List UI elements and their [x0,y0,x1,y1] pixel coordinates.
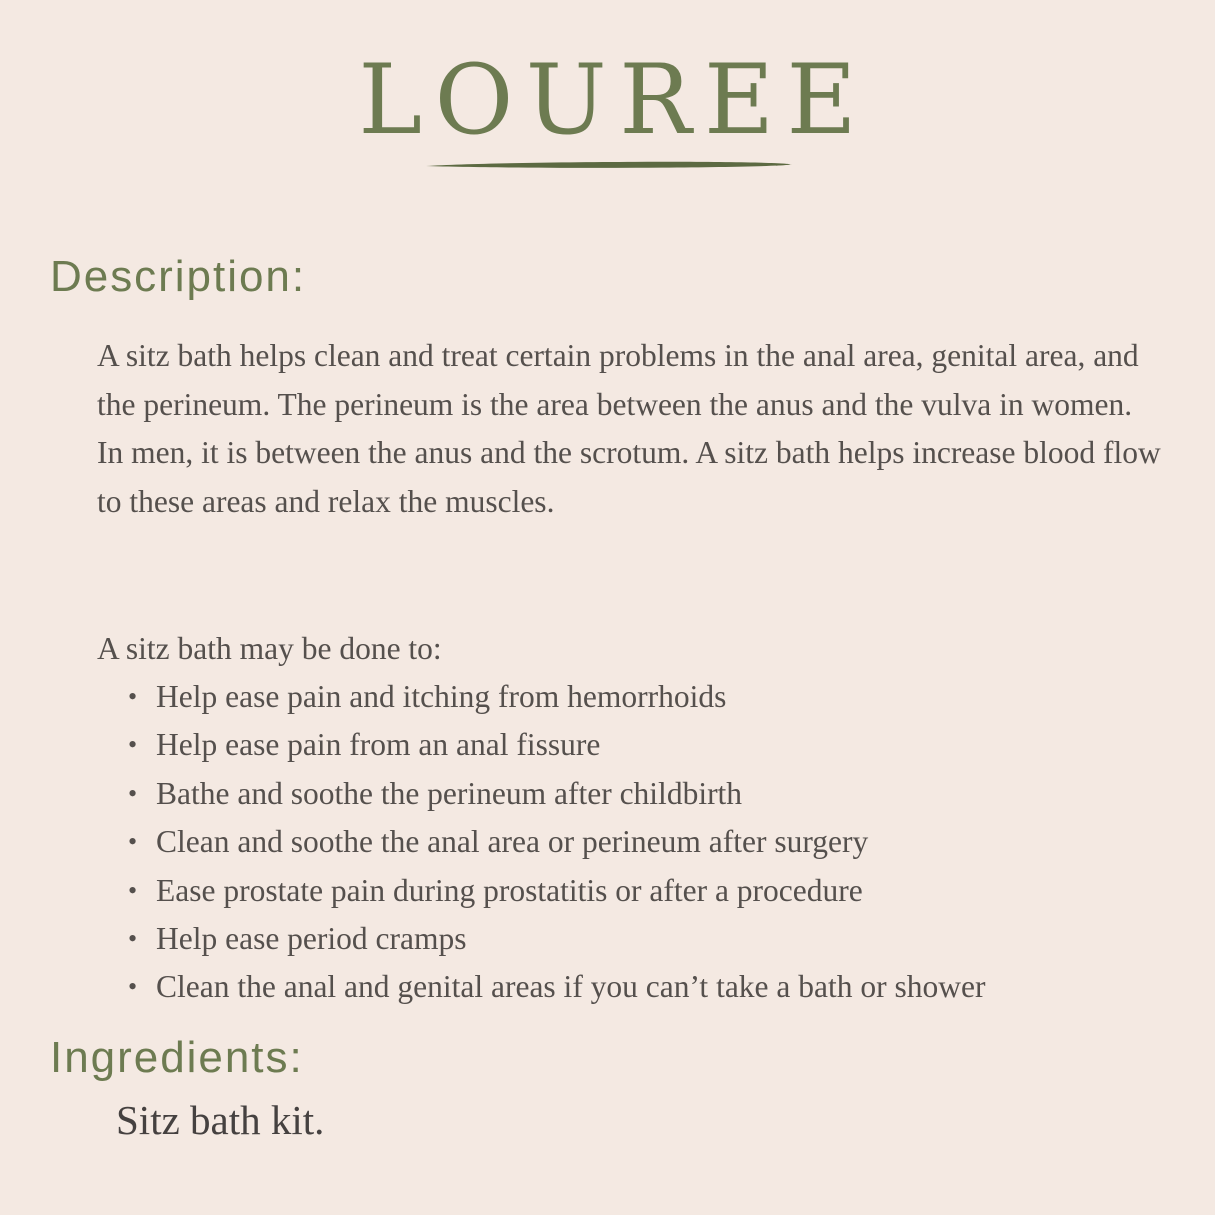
list-item: • Help ease pain and itching from hemorrhoids [120,673,985,721]
list-item: • Clean the anal and genital areas if you can’t take a bath or shower [120,963,985,1011]
uses-list-intro: A sitz bath may be done to: [97,631,442,666]
brand-header [0,0,1215,173]
ingredients-value: Sitz bath kit. [116,1097,325,1143]
list-item: • Clean and soothe the anal area or perineum after surgery [120,818,985,866]
list-item: • Help ease pain from an anal fissure [120,721,985,769]
ingredients-heading: Ingredients: [50,1033,304,1082]
list-item: • Help ease period cramps [120,915,985,963]
uses-list [120,673,985,1012]
description-heading: Description: [50,252,307,301]
logo-underline-brush-stroke [422,157,794,173]
brand-logo: LOUREE [358,44,870,156]
list-item: • Ease prostate pain during prostatitis or after a procedure [120,867,985,915]
list-item: • Bathe and soothe the perineum after childbirth [120,770,985,818]
description-paragraph: A sitz bath helps clean and treat certain problems in the anal area, genital area, and the perineum. The perineum is the area between the anus and the vulva in women. In men, it is between the anus and the scrotum. A sitz bath helps increase blood flow to these areas and relax the muscles. [97,338,1161,519]
